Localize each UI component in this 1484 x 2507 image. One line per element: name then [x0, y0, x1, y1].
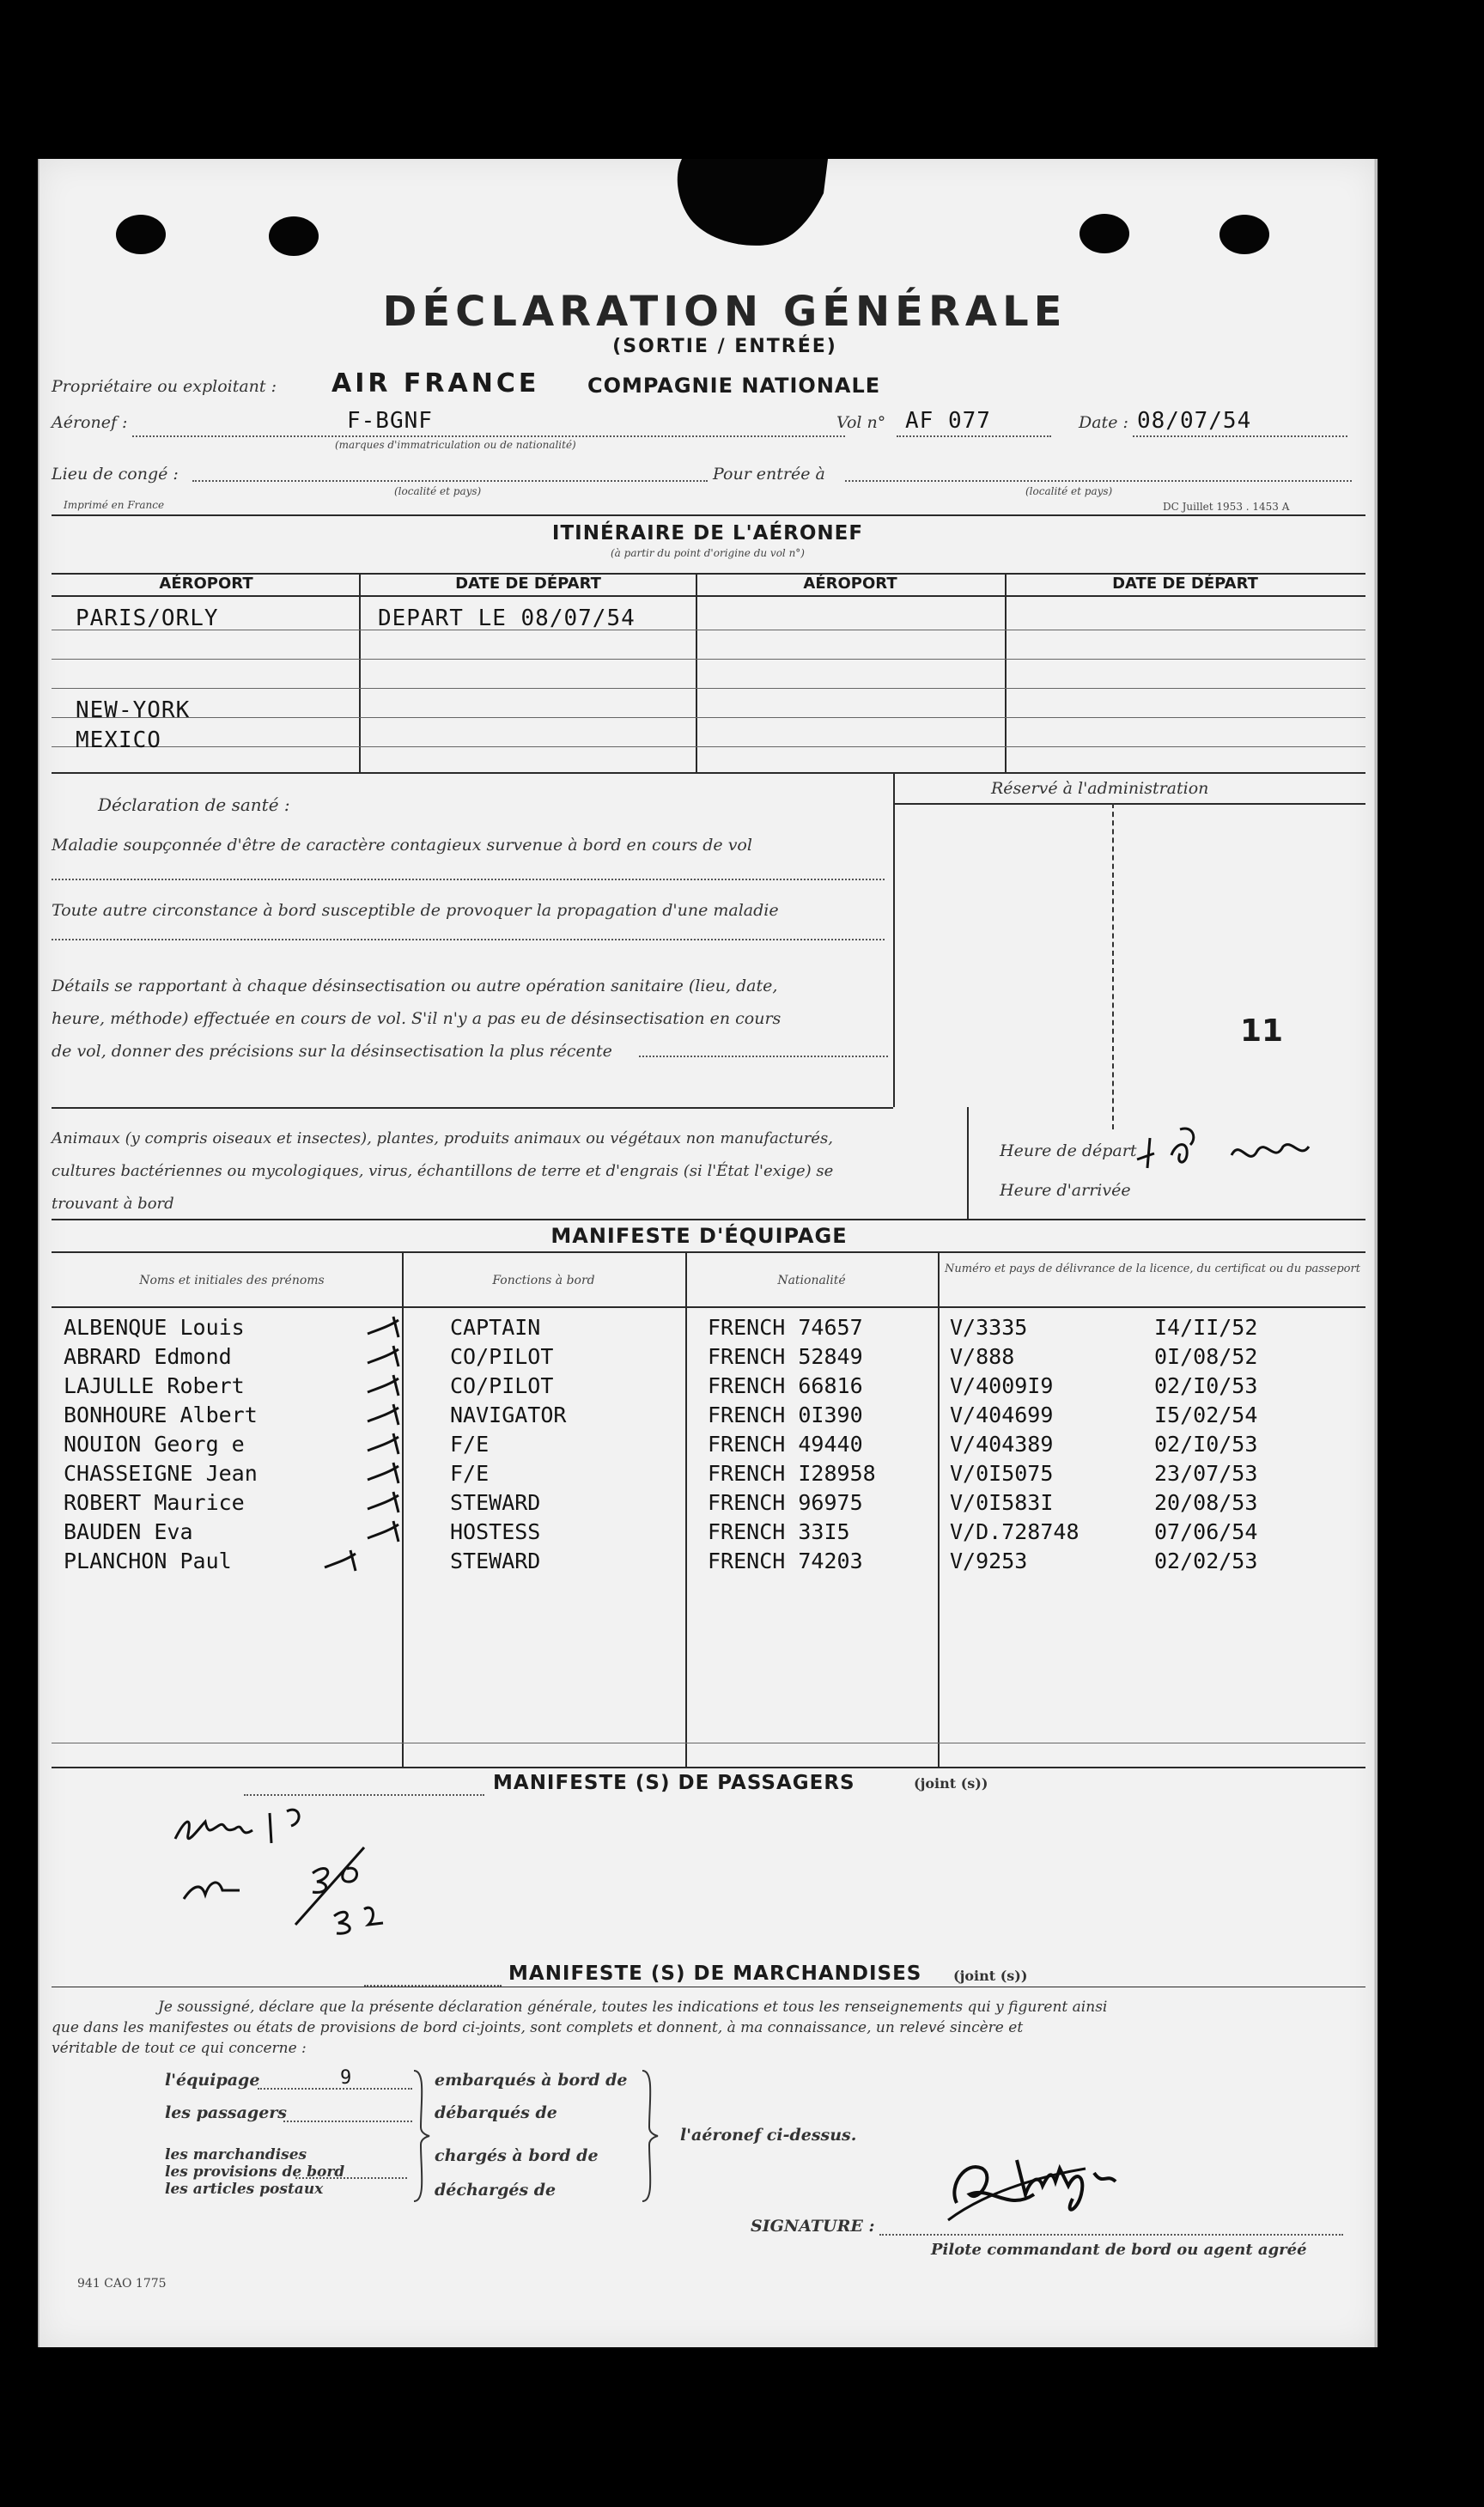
passengers-joint: (joint (s)) — [914, 1775, 988, 1792]
itinerary-airport: MEXICO — [76, 727, 161, 753]
itinerary-row-line — [52, 746, 1365, 747]
declaration-crew-label: l'équipage — [165, 2071, 260, 2090]
crew-nationality: FRENCH I28958 — [708, 1461, 876, 1486]
crew-nationality: FRENCH 96975 — [708, 1490, 863, 1515]
crew-licence-date: 0I/08/52 — [1154, 1344, 1258, 1369]
handwritten-check-icon — [364, 1311, 407, 1341]
crew-nationality: FRENCH 49440 — [708, 1432, 863, 1457]
signature-dotted-line — [879, 2234, 1343, 2236]
crew-licence: V/9253 — [950, 1549, 1028, 1573]
crew-licence: V/D.728748 — [950, 1519, 1080, 1544]
crew-col-licence: Numéro et pays de délivrance de la licence, du certificat ou du passeport — [945, 1263, 1360, 1275]
aircraft-registration: F-BGNF — [347, 408, 433, 434]
health-line-2: Toute autre circonstance à bord susceptible de provoquer la propagation d'une maladie — [52, 901, 779, 920]
crew-table-row — [38, 1519, 1378, 1549]
entry-dotted-line — [845, 480, 1352, 482]
crew-table-row — [38, 1461, 1378, 1490]
crew-col-function: Fonctions à bord — [492, 1274, 595, 1287]
hours-box-border — [967, 1107, 969, 1219]
crew-count-dotted-line — [258, 2088, 412, 2090]
crew-licence-date: I5/02/54 — [1154, 1403, 1258, 1427]
handwritten-check-icon — [364, 1341, 407, 1370]
declaration-disembarked: débarqués de — [435, 2103, 557, 2122]
crew-licence-date: 02/02/53 — [1154, 1549, 1258, 1573]
departure-place-dotted-line — [192, 480, 708, 482]
crew-nationality: FRENCH 66816 — [708, 1373, 863, 1398]
crew-licence: V/3335 — [950, 1315, 1028, 1340]
handwritten-check-icon — [364, 1457, 407, 1487]
entry-note: (localité et pays) — [1025, 485, 1113, 497]
cargo-joint: (joint (s)) — [953, 1968, 1028, 1984]
operator-value: AIR FRANCE — [331, 368, 540, 399]
date-dotted-line — [1133, 435, 1347, 437]
brace-icon — [639, 2067, 663, 2205]
crew-licence-date: 02/I0/53 — [1154, 1373, 1258, 1398]
itinerary-col-divider — [1005, 573, 1007, 772]
itinerary-airport: NEW-YORK — [76, 697, 191, 723]
punch-hole-icon — [269, 216, 319, 256]
declaration-text-b: que dans les manifestes ou états de provisions de bord ci-joints, sont complets et donnent, à ma connaissance, un relevé sincère et — [52, 2019, 1024, 2036]
crew-licence-date: 23/07/53 — [1154, 1461, 1258, 1486]
admin-title: Réservé à l'administration — [991, 779, 1209, 798]
admin-box-border — [893, 772, 895, 1107]
crew-table-row — [38, 1549, 1378, 1578]
departure-place-note: (localité et pays) — [394, 485, 482, 497]
torn-binding-icon — [673, 159, 836, 253]
health-title: Déclaration de santé : — [98, 794, 290, 815]
goods-dotted-line — [295, 2177, 407, 2179]
crew-manifest-title: MANIFESTE D'ÉQUIPAGE — [550, 1224, 848, 1248]
printer-note: Imprimé en France — [64, 499, 165, 511]
signature-role: Pilote commandant de bord ou agent agréé — [931, 2241, 1307, 2259]
crew-name: ABRARD Edmond — [64, 1344, 232, 1369]
crew-table-row — [38, 1490, 1378, 1519]
aircraft-note: (marques d'immatriculation ou de nationalité) — [335, 439, 576, 451]
crew-licence-date: 02/I0/53 — [1154, 1432, 1258, 1457]
declaration-unloaded: déchargés de — [435, 2181, 556, 2200]
date-label: Date : — [1079, 413, 1128, 432]
arrival-hour-label: Heure d'arrivée — [1000, 1181, 1131, 1200]
crew-name: ALBENQUE Louis — [64, 1315, 245, 1340]
animals-line-b: cultures bactériennes ou mycologiques, virus, échantillons de terre et d'engrais (si l'État l'exige) se — [52, 1162, 834, 1180]
crew-name: LAJULLE Robert — [64, 1373, 245, 1398]
crew-table-row — [38, 1315, 1378, 1344]
aircraft-dotted-line — [132, 435, 845, 437]
crew-function: CAPTAIN — [450, 1315, 541, 1340]
declaration-postal-label: les articles postaux — [165, 2181, 324, 2198]
captain-signature — [931, 2134, 1189, 2237]
health-dotted-line — [52, 879, 885, 880]
declaration-crew-count: 9 — [340, 2067, 353, 2089]
page-title: DÉCLARATION GÉNÉRALE — [382, 288, 1067, 336]
crew-col-nationality: Nationalité — [777, 1274, 846, 1287]
form-reference: DC Juillet 1953 . 1453 A — [1163, 501, 1290, 513]
health-bottom-line — [52, 1107, 893, 1109]
crew-function: STEWARD — [450, 1490, 541, 1515]
crew-name: CHASSEIGNE Jean — [64, 1461, 258, 1486]
entry-label: Pour entrée à — [713, 465, 825, 484]
crew-licence-date: 07/06/54 — [1154, 1519, 1258, 1544]
passengers-manifest-title: MANIFESTE (S) DE PASSAGERS — [493, 1772, 855, 1794]
crew-table-body — [38, 1315, 1378, 1744]
animals-line-c: trouvant à bord — [52, 1195, 174, 1213]
itinerary-subtitle: (à partir du point d'origine du vol n°) — [610, 547, 805, 559]
handwritten-check-icon — [364, 1428, 407, 1457]
declaration-form-sheet — [38, 159, 1378, 2347]
page-subtitle: (SORTIE / ENTRÉE) — [612, 336, 837, 357]
declaration-text-a: Je soussigné, déclare que la présente déclaration générale, toutes les indications et tous les renseignements qui y figurent ainsi — [158, 1999, 1108, 2016]
handwritten-check-icon — [321, 1545, 364, 1574]
operator-label: Propriétaire ou exploitant : — [52, 377, 277, 396]
admin-number: 11 — [1240, 1013, 1284, 1049]
crew-licence: V/0I583I — [950, 1490, 1054, 1515]
admin-dashed-divider — [1112, 803, 1114, 1129]
crew-nationality: FRENCH 52849 — [708, 1344, 863, 1369]
aircraft-label: Aéronef : — [52, 413, 128, 432]
operator-value-2: COMPAGNIE NATIONALE — [587, 374, 881, 398]
declaration-text-c: véritable de tout ce qui concerne : — [52, 2040, 307, 2057]
crew-name: BONHOURE Albert — [64, 1403, 258, 1427]
handwritten-passenger-count — [158, 1796, 416, 1950]
crew-function: CO/PILOT — [450, 1344, 554, 1369]
crew-header-bottom — [52, 1306, 1365, 1308]
crew-licence: V/404389 — [950, 1432, 1054, 1457]
handwritten-check-icon — [364, 1370, 407, 1399]
crew-function: F/E — [450, 1432, 490, 1457]
flight-number: AF 077 — [905, 408, 991, 434]
crew-table-bottom — [52, 1767, 1365, 1768]
crew-nationality: FRENCH 74657 — [708, 1315, 863, 1340]
health-dotted-line — [52, 939, 885, 940]
crew-col-name: Noms et initiales des prénoms — [139, 1274, 325, 1287]
handwritten-hour-mark — [1128, 1121, 1317, 1181]
declaration-goods-label: les marchandises — [165, 2146, 307, 2163]
handwritten-check-icon — [364, 1516, 407, 1545]
itinerary-row-line — [52, 688, 1365, 689]
health-line-1: Maladie soupçonnée d'être de caractère contagieux survenue à bord en cours de vol — [52, 836, 752, 855]
crew-function: CO/PILOT — [450, 1373, 554, 1398]
itinerary-col-divider — [696, 573, 697, 772]
crew-licence-date: I4/II/52 — [1154, 1315, 1258, 1340]
itinerary-row-line — [52, 659, 1365, 660]
punch-hole-icon — [116, 215, 166, 254]
handwritten-check-icon — [364, 1399, 407, 1428]
cargo-manifest-title: MANIFESTE (S) DE MARCHANDISES — [508, 1962, 922, 1985]
itinerary-title: ITINÉRAIRE DE L'AÉRONEF — [551, 522, 864, 545]
passengers-count-dotted-line — [283, 2121, 412, 2122]
flight-dotted-line — [897, 435, 1051, 437]
crew-function: F/E — [450, 1461, 490, 1486]
handwritten-check-icon — [364, 1487, 407, 1516]
crew-function: NAVIGATOR — [450, 1403, 567, 1427]
itinerary-bottom-line — [52, 772, 1365, 774]
crew-nationality: FRENCH 33I5 — [708, 1519, 850, 1544]
crew-table-row — [38, 1403, 1378, 1432]
itinerary-col-date-1: DATE DE DÉPART — [455, 575, 601, 593]
punch-hole-icon — [1080, 214, 1129, 253]
departure-hour-label: Heure de départ — [1000, 1141, 1137, 1160]
itinerary-header-bottom — [52, 595, 1365, 597]
declaration-provisions-label: les provisions de bord — [165, 2163, 345, 2181]
health-dotted-line — [639, 1056, 888, 1057]
declaration-loaded: chargés à bord de — [435, 2146, 599, 2165]
crew-licence: V/4009I9 — [950, 1373, 1054, 1398]
crew-licence: V/404699 — [950, 1403, 1054, 1427]
crew-table-row — [38, 1373, 1378, 1403]
itinerary-col-date-2: DATE DE DÉPART — [1112, 575, 1258, 593]
declaration-aircraft-above: l'aéronef ci-dessus. — [680, 2126, 857, 2145]
crew-licence-date: 20/08/53 — [1154, 1490, 1258, 1515]
punch-hole-icon — [1219, 215, 1269, 254]
crew-licence: V/888 — [950, 1344, 1015, 1369]
crew-licence: V/0I5075 — [950, 1461, 1054, 1486]
crew-header-top — [52, 1251, 1365, 1253]
crew-table-row — [38, 1432, 1378, 1461]
declaration-embarked: embarqués à bord de — [435, 2071, 628, 2090]
crew-name: PLANCHON Paul — [64, 1549, 232, 1573]
departure-place-label: Lieu de congé : — [52, 465, 179, 484]
health-line-3c: de vol, donner des précisions sur la désinsectisation la plus récente — [52, 1042, 612, 1061]
health-line-3b: heure, méthode) effectuée en cours de vol. S'il n'y a pas eu de désinsectisation en cours — [52, 1009, 782, 1028]
brace-icon — [411, 2067, 435, 2205]
declaration-passengers-label: les passagers — [165, 2103, 287, 2122]
crew-function: HOSTESS — [450, 1519, 541, 1544]
itinerary-col-airport-2: AÉROPORT — [803, 575, 897, 593]
admin-title-line — [893, 803, 1365, 805]
crew-function: STEWARD — [450, 1549, 541, 1573]
header-divider — [52, 514, 1365, 516]
flight-label: Vol n° — [836, 413, 886, 432]
crew-name: BAUDEN Eva — [64, 1519, 193, 1544]
itinerary-airport: PARIS/ORLY — [76, 605, 219, 631]
footer-code: 941 CAO 1775 — [77, 2277, 167, 2291]
animals-line-a: Animaux (y compris oiseaux et insectes), plantes, produits animaux ou végétaux non manufacturés, — [52, 1129, 833, 1147]
crew-nationality: FRENCH 74203 — [708, 1549, 863, 1573]
itinerary-row-line — [52, 717, 1365, 718]
itinerary-col-airport-1: AÉROPORT — [159, 575, 253, 593]
itinerary-col-divider — [359, 573, 361, 772]
crew-name: ROBERT Maurice — [64, 1490, 245, 1515]
animals-bottom-line — [52, 1219, 1365, 1220]
health-line-3a: Détails se rapportant à chaque désinsectisation ou autre opération sanitaire (lieu, date, — [52, 977, 778, 995]
crew-nationality: FRENCH 0I390 — [708, 1403, 863, 1427]
flight-date: 08/07/54 — [1137, 408, 1252, 434]
crew-table-row — [38, 1344, 1378, 1373]
crew-name: NOUION Georg e — [64, 1432, 245, 1457]
itinerary-departure-date: DEPART LE 08/07/54 — [378, 605, 636, 631]
signature-label: SIGNATURE : — [751, 2217, 875, 2236]
